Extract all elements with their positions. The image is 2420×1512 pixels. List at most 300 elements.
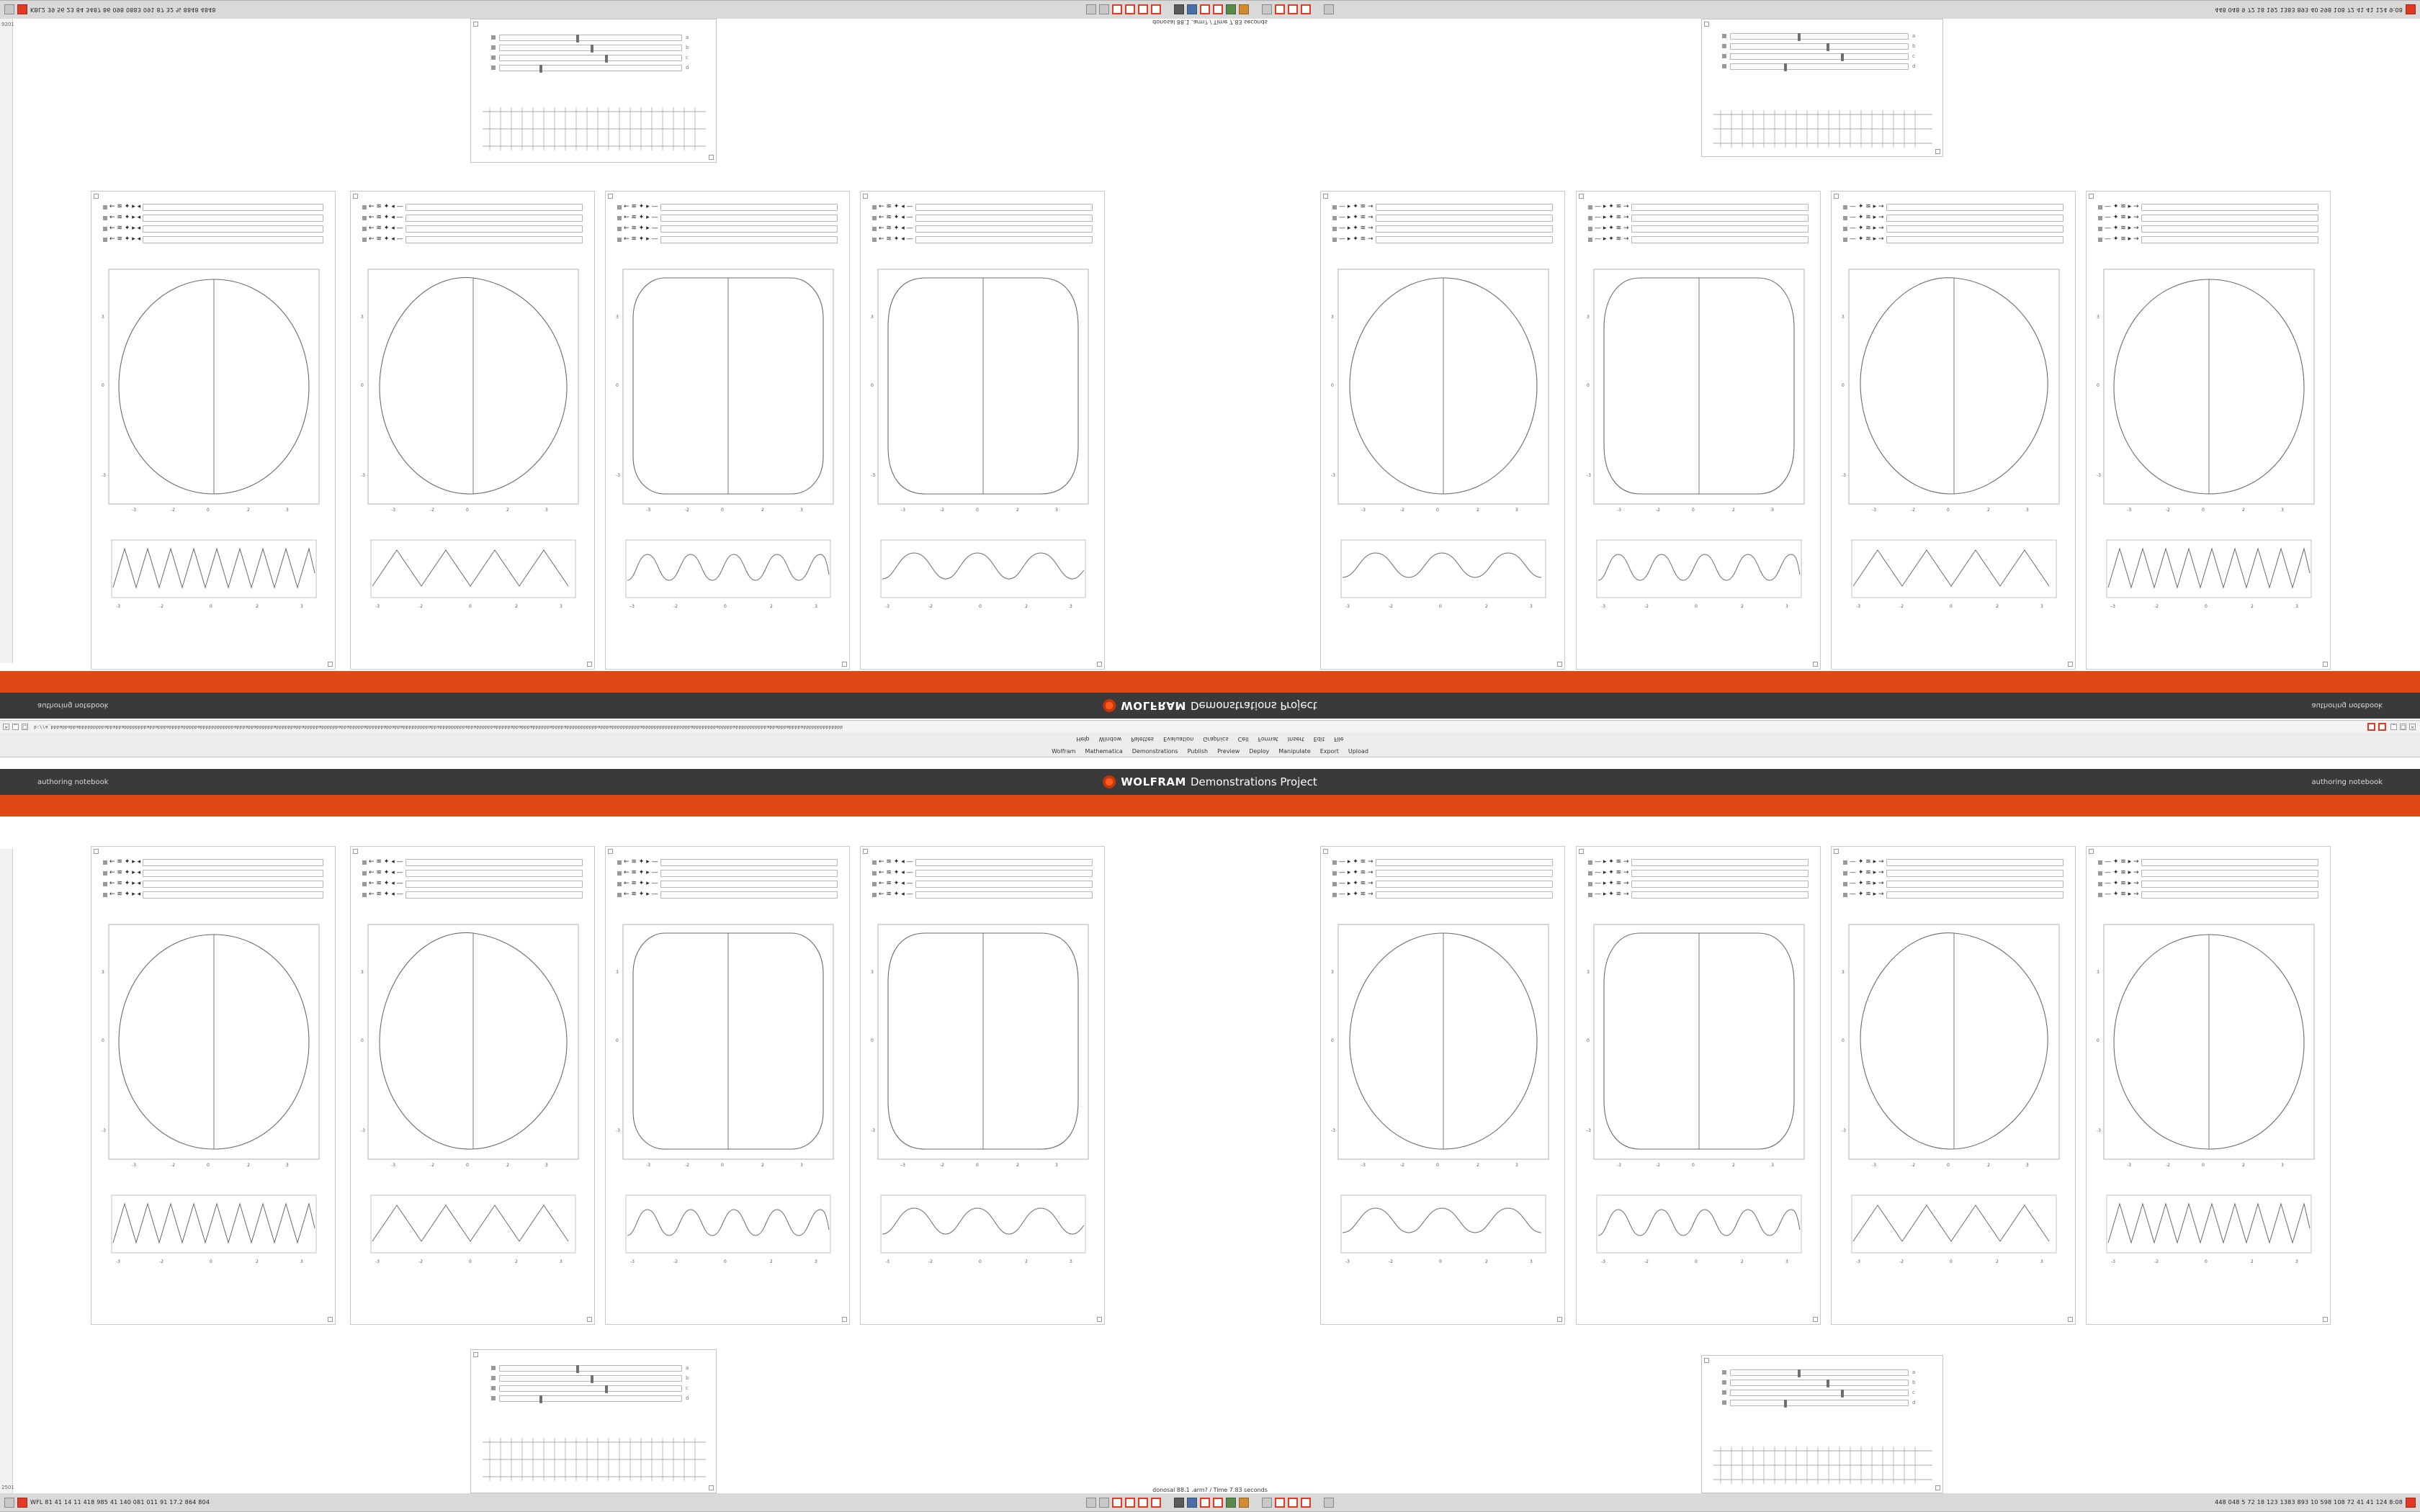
- control-field[interactable]: [660, 859, 838, 866]
- toolbar-item[interactable]: Manipulate: [1278, 747, 1311, 755]
- control-glyph-group[interactable]: — ▸ ✦ ≋ →: [1339, 235, 1373, 243]
- control-glyph-group[interactable]: ← ≋ ✦ ▸ —: [624, 858, 658, 865]
- control-handle-icon[interactable]: [1843, 860, 1847, 865]
- tray-icon-2[interactable]: [1099, 5, 1109, 15]
- control-handle-icon[interactable]: [617, 882, 622, 886]
- control-glyph-group[interactable]: — ▸ ✦ ≋ →: [1339, 880, 1373, 887]
- slider-handle-icon[interactable]: [491, 55, 496, 60]
- control-row[interactable]: [1588, 868, 1809, 878]
- menu-item[interactable]: File: [1334, 736, 1344, 743]
- control-field[interactable]: [1631, 225, 1809, 233]
- control-handle-icon[interactable]: [617, 860, 622, 865]
- resize-handle-tl[interactable]: [353, 849, 358, 854]
- control-handle-icon[interactable]: [103, 216, 107, 220]
- control-glyph-group[interactable]: — ▸ ✦ ≋ →: [1595, 869, 1629, 876]
- control-handle-icon[interactable]: [2098, 205, 2102, 210]
- control-handle-icon[interactable]: [1332, 205, 1337, 210]
- resize-handle-br[interactable]: [1097, 1317, 1102, 1322]
- resize-handle-br[interactable]: [709, 1485, 714, 1490]
- control-field[interactable]: [143, 881, 323, 888]
- slider-row[interactable]: [1722, 1387, 1922, 1398]
- tray-icon-rec-9[interactable]: [1301, 5, 1311, 15]
- tray-icon-rec-7[interactable]: [1275, 1498, 1285, 1508]
- control-glyph-group[interactable]: ← ≋ ✦ ▸ ◂: [109, 858, 141, 865]
- plot-card[interactable]: [350, 191, 595, 670]
- bottom-system-bar-center[interactable]: [1082, 1498, 1338, 1508]
- control-row[interactable]: [1588, 857, 1809, 868]
- control-field[interactable]: [660, 225, 838, 233]
- slider-row[interactable]: [491, 1363, 696, 1373]
- control-field[interactable]: [1886, 859, 2063, 866]
- control-row[interactable]: [1332, 889, 1553, 900]
- control-field[interactable]: [1631, 859, 1809, 866]
- menu-item[interactable]: Format: [1258, 736, 1278, 743]
- control-handle-icon[interactable]: [872, 860, 877, 865]
- control-field[interactable]: [915, 236, 1093, 243]
- control-handle-icon[interactable]: [362, 893, 367, 897]
- control-handle-icon[interactable]: [872, 238, 877, 242]
- app-icon-generic[interactable]: [4, 1498, 14, 1508]
- plot-card[interactable]: [1576, 846, 1821, 1325]
- slider-track[interactable]: [1730, 43, 1909, 50]
- control-handle-icon[interactable]: [1843, 216, 1847, 220]
- control-row[interactable]: [872, 889, 1093, 900]
- plot-card[interactable]: [860, 191, 1105, 670]
- control-glyph-group[interactable]: — ✦ ≋ ▸ →: [1850, 203, 1884, 210]
- slider-handle-icon[interactable]: [1722, 1390, 1726, 1395]
- control-glyph-group[interactable]: ← ≋ ✦ ▸ ◂: [109, 214, 141, 221]
- slider-row[interactable]: [1722, 1398, 1922, 1408]
- control-row[interactable]: [1843, 234, 2063, 245]
- control-handle-icon[interactable]: [2098, 227, 2102, 231]
- tray-icon-rec-2[interactable]: [1125, 5, 1135, 15]
- control-handle-icon[interactable]: [103, 871, 107, 876]
- control-handle-icon[interactable]: [872, 893, 877, 897]
- control-field[interactable]: [660, 891, 838, 899]
- control-row[interactable]: [103, 878, 323, 889]
- control-handle-icon[interactable]: [103, 882, 107, 886]
- control-handle-icon[interactable]: [1332, 871, 1337, 876]
- tray-icon-rec-5[interactable]: [1200, 1498, 1210, 1508]
- top-system-bar-right[interactable]: [2210, 5, 2420, 15]
- resize-handle-br[interactable]: [328, 1317, 333, 1322]
- browser-chrome-top[interactable]: [0, 720, 2420, 757]
- control-field[interactable]: [1631, 891, 1809, 899]
- control-field[interactable]: [1376, 236, 1553, 243]
- control-row[interactable]: [872, 234, 1093, 245]
- control-row[interactable]: [103, 234, 323, 245]
- control-glyph-group[interactable]: ← ≋ ✦ ▸ ◂: [109, 869, 141, 876]
- control-row[interactable]: [1588, 223, 1809, 234]
- control-glyph-group[interactable]: ← ≋ ✦ ▸ ◂: [109, 203, 141, 210]
- resize-handle-tl[interactable]: [608, 849, 613, 854]
- control-field[interactable]: [1631, 236, 1809, 243]
- control-field[interactable]: [2141, 891, 2318, 899]
- slider-handle-icon[interactable]: [1722, 34, 1726, 38]
- control-handle-icon[interactable]: [1843, 882, 1847, 886]
- slider-row[interactable]: [491, 1383, 696, 1393]
- control-row[interactable]: [872, 223, 1093, 234]
- control-glyph-group[interactable]: — ▸ ✦ ≋ →: [1595, 225, 1629, 232]
- control-row[interactable]: [617, 212, 838, 223]
- control-glyph-group[interactable]: ← ≋ ✦ ▸ —: [624, 235, 658, 243]
- control-glyph-group[interactable]: ← ≋ ✦ ◂ —: [879, 858, 913, 865]
- control-field[interactable]: [915, 891, 1093, 899]
- tray-icon-files[interactable]: [1187, 5, 1197, 15]
- control-row[interactable]: [362, 223, 583, 234]
- tray-icon-terminal[interactable]: [1174, 1498, 1184, 1508]
- slider-row[interactable]: [491, 1393, 696, 1403]
- slider-row[interactable]: [1722, 1377, 1922, 1387]
- control-glyph-group[interactable]: ← ≋ ✦ ◂ —: [879, 225, 913, 232]
- control-handle-icon[interactable]: [1588, 205, 1592, 210]
- control-row[interactable]: [617, 223, 838, 234]
- resize-handle-tl[interactable]: [863, 849, 868, 854]
- control-row[interactable]: [362, 234, 583, 245]
- tray-icon-terminal[interactable]: [1174, 5, 1184, 15]
- top-system-bar[interactable]: [0, 0, 2420, 19]
- control-glyph-group[interactable]: — ✦ ≋ ▸ →: [2105, 203, 2139, 210]
- control-glyph-group[interactable]: — ✦ ≋ ▸ →: [1850, 891, 1884, 898]
- resize-handle-tl[interactable]: [2089, 194, 2094, 199]
- close-icon[interactable]: ×: [2410, 724, 2415, 730]
- control-glyph-group[interactable]: ← ≋ ✦ ◂ —: [369, 858, 403, 865]
- control-row[interactable]: [2098, 889, 2318, 900]
- menu-item[interactable]: Graphics: [1203, 736, 1229, 743]
- control-row[interactable]: [362, 857, 583, 868]
- resize-handle-br[interactable]: [328, 662, 333, 667]
- slider-track[interactable]: [499, 65, 682, 71]
- tray-icon-rec-8[interactable]: [1288, 5, 1298, 15]
- control-field[interactable]: [1376, 870, 1553, 877]
- slider-row[interactable]: [491, 1373, 696, 1383]
- control-field[interactable]: [405, 891, 583, 899]
- control-row[interactable]: [1588, 202, 1809, 212]
- tray-icon-rec-8[interactable]: [1288, 1498, 1298, 1508]
- control-row[interactable]: [1588, 889, 1809, 900]
- resize-handle-tl[interactable]: [1704, 22, 1709, 27]
- control-field[interactable]: [405, 215, 583, 222]
- control-row[interactable]: [103, 212, 323, 223]
- control-row[interactable]: [362, 868, 583, 878]
- resize-handle-tl[interactable]: [1579, 849, 1584, 854]
- resize-handle-br[interactable]: [587, 662, 592, 667]
- control-row[interactable]: [1843, 212, 2063, 223]
- control-handle-icon[interactable]: [362, 882, 367, 886]
- close-icon[interactable]: [2406, 1498, 2416, 1508]
- control-field[interactable]: [1631, 870, 1809, 877]
- control-field[interactable]: [1631, 881, 1809, 888]
- control-glyph-group[interactable]: — ✦ ≋ ▸ →: [2105, 869, 2139, 876]
- resize-handle-tl[interactable]: [1834, 849, 1839, 854]
- control-handle-icon[interactable]: [2098, 216, 2102, 220]
- control-field[interactable]: [1886, 215, 2063, 222]
- slider-track[interactable]: [1730, 63, 1909, 70]
- control-glyph-group[interactable]: — ✦ ≋ ▸ →: [1850, 880, 1884, 887]
- control-field[interactable]: [1631, 215, 1809, 222]
- control-glyph-group[interactable]: — ▸ ✦ ≋ →: [1595, 203, 1629, 210]
- control-handle-icon[interactable]: [1588, 227, 1592, 231]
- control-glyph-group[interactable]: — ✦ ≋ ▸ →: [1850, 235, 1884, 243]
- control-handle-icon[interactable]: [362, 205, 367, 210]
- control-glyph-group[interactable]: ← ≋ ✦ ◂ —: [879, 203, 913, 210]
- resize-handle-br[interactable]: [1557, 662, 1562, 667]
- control-handle-icon[interactable]: [1843, 205, 1847, 210]
- tray-icon-rec-4[interactable]: [1151, 5, 1161, 15]
- control-field[interactable]: [1886, 236, 2063, 243]
- control-handle-icon[interactable]: [1332, 238, 1337, 242]
- resize-handle-tl[interactable]: [473, 22, 478, 27]
- control-handle-icon[interactable]: [1588, 216, 1592, 220]
- toolbar-item[interactable]: Export: [1319, 747, 1339, 755]
- mini-window-bottom-right[interactable]: [1701, 1355, 1943, 1493]
- window-controls-left[interactable]: [3, 724, 28, 731]
- control-glyph-group[interactable]: ← ≋ ✦ ▸ —: [624, 203, 658, 210]
- control-field[interactable]: [1886, 881, 2063, 888]
- maximize-icon[interactable]: □: [2401, 724, 2406, 730]
- resize-handle-tl[interactable]: [1323, 849, 1328, 854]
- control-glyph-group[interactable]: ← ≋ ✦ ▸ —: [624, 891, 658, 898]
- control-row[interactable]: [2098, 234, 2318, 245]
- slider-row[interactable]: [1722, 51, 1922, 61]
- close-icon[interactable]: [2406, 5, 2416, 15]
- control-field[interactable]: [660, 881, 838, 888]
- control-field[interactable]: [2141, 236, 2318, 243]
- slider-handle-icon[interactable]: [491, 35, 496, 40]
- control-glyph-group[interactable]: — ✦ ≋ ▸ →: [2105, 214, 2139, 221]
- control-handle-icon[interactable]: [617, 871, 622, 876]
- control-handle-icon[interactable]: [617, 205, 622, 210]
- plot-card[interactable]: [91, 846, 336, 1325]
- control-field[interactable]: [1631, 204, 1809, 211]
- control-glyph-group[interactable]: ← ≋ ✦ ▸ —: [624, 880, 658, 887]
- menu-bar-top[interactable]: [0, 734, 2420, 744]
- toolbar-item[interactable]: Preview: [1217, 747, 1240, 755]
- tray-icon-files[interactable]: [1187, 1498, 1197, 1508]
- control-glyph-group[interactable]: — ✦ ≋ ▸ →: [1850, 858, 1884, 865]
- toolbar-item[interactable]: Wolfram: [1052, 747, 1076, 755]
- control-glyph-group[interactable]: — ✦ ≋ ▸ →: [2105, 880, 2139, 887]
- tray-icon-rec-4[interactable]: [1151, 1498, 1161, 1508]
- control-field[interactable]: [2141, 215, 2318, 222]
- resize-handle-br[interactable]: [1813, 662, 1818, 667]
- control-glyph-group[interactable]: — ▸ ✦ ≋ →: [1595, 214, 1629, 221]
- slider-handle-icon[interactable]: [1722, 1400, 1726, 1405]
- control-row[interactable]: [1332, 878, 1553, 889]
- control-glyph-group[interactable]: — ✦ ≋ ▸ →: [2105, 235, 2139, 243]
- slider-handle-icon[interactable]: [491, 1386, 496, 1390]
- control-field[interactable]: [405, 870, 583, 877]
- slider-handle-icon[interactable]: [1722, 1380, 1726, 1385]
- control-glyph-group[interactable]: ← ≋ ✦ ◂ —: [879, 235, 913, 243]
- control-field[interactable]: [660, 236, 838, 243]
- slider-handle-icon[interactable]: [1722, 54, 1726, 58]
- plot-card[interactable]: [1831, 191, 2076, 670]
- url-bar-top[interactable]: [0, 721, 2420, 733]
- control-glyph-group[interactable]: ← ≋ ✦ ◂ —: [369, 869, 403, 876]
- control-glyph-group[interactable]: ← ≋ ✦ ▸ —: [624, 214, 658, 221]
- tray-icon-editor[interactable]: [1226, 1498, 1236, 1508]
- control-handle-icon[interactable]: [872, 205, 877, 210]
- control-row[interactable]: [617, 202, 838, 212]
- control-field[interactable]: [660, 204, 838, 211]
- control-handle-icon[interactable]: [872, 871, 877, 876]
- resize-handle-tl[interactable]: [1579, 194, 1584, 199]
- bottom-system-bar-right[interactable]: [2210, 1498, 2420, 1508]
- tray-icon-mathematica[interactable]: [1239, 5, 1249, 15]
- control-handle-icon[interactable]: [617, 238, 622, 242]
- minimize-icon[interactable]: _: [12, 724, 19, 731]
- control-row[interactable]: [2098, 202, 2318, 212]
- control-field[interactable]: [1376, 859, 1553, 866]
- slider-handle-icon[interactable]: [491, 45, 496, 50]
- slider-track[interactable]: [1730, 53, 1909, 60]
- control-field[interactable]: [1376, 204, 1553, 211]
- slider-row[interactable]: [1722, 61, 1922, 71]
- resize-handle-br[interactable]: [1813, 1317, 1818, 1322]
- slider-row[interactable]: [491, 32, 696, 42]
- plot-card[interactable]: [91, 191, 336, 670]
- slider-track[interactable]: [499, 1365, 682, 1372]
- control-row[interactable]: [2098, 223, 2318, 234]
- control-glyph-group[interactable]: ← ≋ ✦ ▸ —: [624, 869, 658, 876]
- slider-row[interactable]: [491, 53, 696, 63]
- toolbar-top[interactable]: [0, 746, 2420, 756]
- control-row[interactable]: [617, 878, 838, 889]
- tray-icon-3[interactable]: [1262, 5, 1272, 15]
- control-field[interactable]: [143, 870, 323, 877]
- control-field[interactable]: [1376, 225, 1553, 233]
- tray-icon-rec-3[interactable]: [1138, 1498, 1148, 1508]
- record-indicator-icon[interactable]: [2367, 724, 2375, 732]
- control-field[interactable]: [660, 870, 838, 877]
- menu-item[interactable]: Edit: [1313, 736, 1325, 743]
- control-handle-icon[interactable]: [362, 227, 367, 231]
- control-field[interactable]: [1886, 225, 2063, 233]
- control-glyph-group[interactable]: ← ≋ ✦ ◂ —: [369, 225, 403, 232]
- toolbar-item[interactable]: Deploy: [1249, 747, 1270, 755]
- control-row[interactable]: [872, 212, 1093, 223]
- control-field[interactable]: [2141, 870, 2318, 877]
- control-row[interactable]: [1332, 212, 1553, 223]
- plot-card[interactable]: [1320, 191, 1565, 670]
- bottom-system-bar[interactable]: [0, 1493, 2420, 1512]
- control-row[interactable]: [2098, 857, 2318, 868]
- control-glyph-group[interactable]: — ▸ ✦ ≋ →: [1339, 225, 1373, 232]
- control-row[interactable]: [1332, 223, 1553, 234]
- control-glyph-group[interactable]: ← ≋ ✦ ◂ —: [879, 869, 913, 876]
- control-handle-icon[interactable]: [362, 216, 367, 220]
- control-glyph-group[interactable]: — ✦ ≋ ▸ →: [2105, 858, 2139, 865]
- menu-item[interactable]: Evaluation: [1163, 736, 1194, 743]
- control-row[interactable]: [103, 857, 323, 868]
- tray-icon-1[interactable]: [1086, 5, 1096, 15]
- control-row[interactable]: [1843, 889, 2063, 900]
- control-handle-icon[interactable]: [1843, 238, 1847, 242]
- record-indicator-icon-2[interactable]: [2378, 724, 2386, 732]
- control-field[interactable]: [915, 870, 1093, 877]
- control-row[interactable]: [2098, 212, 2318, 223]
- control-handle-icon[interactable]: [103, 860, 107, 865]
- tray-icon-4[interactable]: [1324, 1498, 1334, 1508]
- control-row[interactable]: [1588, 212, 1809, 223]
- control-handle-icon[interactable]: [103, 227, 107, 231]
- control-row[interactable]: [617, 889, 838, 900]
- control-row[interactable]: [1843, 857, 2063, 868]
- control-handle-icon[interactable]: [872, 227, 877, 231]
- control-handle-icon[interactable]: [1332, 216, 1337, 220]
- plot-card[interactable]: [2086, 846, 2331, 1325]
- resize-handle-tl[interactable]: [1704, 1358, 1709, 1363]
- control-handle-icon[interactable]: [1588, 882, 1592, 886]
- control-handle-icon[interactable]: [1843, 871, 1847, 876]
- control-glyph-group[interactable]: — ✦ ≋ ▸ →: [1850, 225, 1884, 232]
- control-glyph-group[interactable]: — ▸ ✦ ≋ →: [1595, 858, 1629, 865]
- control-glyph-group[interactable]: — ▸ ✦ ≋ →: [1595, 880, 1629, 887]
- control-glyph-group[interactable]: ← ≋ ✦ ▸ ◂: [109, 225, 141, 232]
- control-field[interactable]: [915, 225, 1093, 233]
- control-handle-icon[interactable]: [1588, 238, 1592, 242]
- tray-icon-rec-1[interactable]: [1112, 5, 1122, 15]
- slider-handle-icon[interactable]: [491, 66, 496, 70]
- tray-icon-rec-1[interactable]: [1112, 1498, 1122, 1508]
- tray-icon-mathematica[interactable]: [1239, 1498, 1249, 1508]
- control-field[interactable]: [143, 859, 323, 866]
- control-row[interactable]: [362, 889, 583, 900]
- toolbar-item[interactable]: Demonstrations: [1131, 747, 1178, 755]
- app-icon-generic[interactable]: [4, 5, 14, 15]
- control-handle-icon[interactable]: [362, 871, 367, 876]
- control-glyph-group[interactable]: ← ≋ ✦ ◂ —: [369, 203, 403, 210]
- window-controls-right[interactable]: [2390, 724, 2416, 731]
- control-field[interactable]: [1376, 891, 1553, 899]
- resize-handle-tl[interactable]: [1834, 194, 1839, 199]
- resize-handle-br[interactable]: [842, 662, 847, 667]
- control-row[interactable]: [872, 878, 1093, 889]
- control-glyph-group[interactable]: — ▸ ✦ ≋ →: [1339, 869, 1373, 876]
- control-field[interactable]: [915, 859, 1093, 866]
- toolbar-item[interactable]: Upload: [1348, 747, 1368, 755]
- plot-card[interactable]: [605, 846, 850, 1325]
- control-handle-icon[interactable]: [1843, 227, 1847, 231]
- menu-item[interactable]: Help: [1076, 736, 1090, 743]
- resize-handle-tl[interactable]: [863, 194, 868, 199]
- menu-item[interactable]: Palettes: [1131, 736, 1155, 743]
- tray-icon-rec-6[interactable]: [1213, 1498, 1223, 1508]
- control-field[interactable]: [660, 215, 838, 222]
- resize-handle-br[interactable]: [1935, 1485, 1940, 1490]
- control-row[interactable]: [1843, 223, 2063, 234]
- resize-handle-tl[interactable]: [473, 1352, 478, 1357]
- minimize-icon[interactable]: _: [2390, 724, 2397, 731]
- control-field[interactable]: [405, 236, 583, 243]
- plot-card[interactable]: [1831, 846, 2076, 1325]
- control-field[interactable]: [2141, 881, 2318, 888]
- toolbar-item[interactable]: Publish: [1187, 747, 1209, 755]
- control-handle-icon[interactable]: [1332, 882, 1337, 886]
- slider-handle-icon[interactable]: [1722, 64, 1726, 68]
- control-field[interactable]: [143, 891, 323, 899]
- plot-card[interactable]: [2086, 191, 2331, 670]
- control-handle-icon[interactable]: [872, 216, 877, 220]
- menu-item[interactable]: Insert: [1287, 736, 1304, 743]
- slider-handle-icon[interactable]: [1722, 44, 1726, 48]
- toolbar-item[interactable]: Mathematica: [1085, 747, 1123, 755]
- control-glyph-group[interactable]: ← ≋ ✦ ◂ —: [369, 891, 403, 898]
- control-row[interactable]: [872, 202, 1093, 212]
- control-handle-icon[interactable]: [362, 860, 367, 865]
- control-field[interactable]: [1886, 204, 2063, 211]
